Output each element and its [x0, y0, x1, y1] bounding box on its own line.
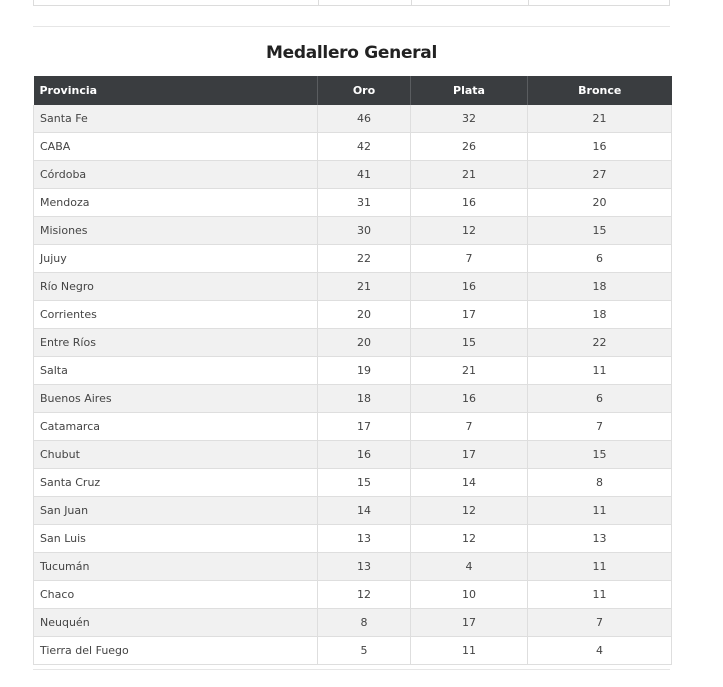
cell-plata: 21 — [411, 161, 528, 189]
table-title: Medallero General — [266, 43, 437, 63]
cell-oro: 46 — [318, 105, 411, 133]
cell-plata: 16 — [411, 273, 528, 301]
cell-provincia: Córdoba — [34, 161, 318, 189]
table-row — [34, 273, 672, 301]
cell-bronce: 15 — [528, 441, 672, 469]
table-row — [34, 469, 672, 497]
cell-bronce: 18 — [528, 301, 672, 329]
column-header-oro[interactable]: Oro — [318, 76, 411, 105]
cell-bronce: 6 — [528, 245, 672, 273]
column-header-provincia[interactable]: Provincia — [34, 76, 318, 105]
table-row — [34, 525, 672, 553]
cell-bronce: 7 — [528, 609, 672, 637]
cell-provincia: San Luis — [34, 525, 318, 553]
cell-bronce: 20 — [528, 189, 672, 217]
cell-plata: 17 — [411, 301, 528, 329]
cell-bronce: 7 — [528, 413, 672, 441]
table-row — [34, 637, 672, 665]
cell-plata: 16 — [411, 189, 528, 217]
table-row — [34, 609, 672, 637]
table-row — [34, 133, 672, 161]
cell-provincia: Chaco — [34, 581, 318, 609]
table-row — [34, 105, 672, 133]
cell-provincia: Tierra del Fuego — [34, 637, 318, 665]
table-row — [34, 329, 672, 357]
cell-oro: 41 — [318, 161, 411, 189]
table-row — [34, 553, 672, 581]
table-row — [34, 385, 672, 413]
cell-bronce: 11 — [528, 553, 672, 581]
cell-plata: 12 — [411, 217, 528, 245]
table-row — [34, 581, 672, 609]
table-row — [34, 413, 672, 441]
cell-plata: 7 — [411, 413, 528, 441]
cell-provincia: Buenos Aires — [34, 385, 318, 413]
cell-provincia: Jujuy — [34, 245, 318, 273]
cell-oro: 8 — [318, 609, 411, 637]
cell-provincia: Santa Cruz — [34, 469, 318, 497]
cell-plata: 17 — [411, 609, 528, 637]
cell-oro: 12 — [318, 581, 411, 609]
table-row — [34, 301, 672, 329]
cell-plata: 12 — [411, 525, 528, 553]
cell-bronce: 21 — [528, 105, 672, 133]
table-header — [34, 76, 672, 105]
cell-oro: 20 — [318, 329, 411, 357]
cell-provincia: Catamarca — [34, 413, 318, 441]
cell-provincia: Entre Ríos — [34, 329, 318, 357]
cell-provincia: Salta — [34, 357, 318, 385]
cell-oro: 19 — [318, 357, 411, 385]
cell-oro: 13 — [318, 553, 411, 581]
cell-plata: 17 — [411, 441, 528, 469]
medal-table — [33, 76, 672, 665]
table-row — [34, 245, 672, 273]
cell-bronce: 13 — [528, 525, 672, 553]
cell-oro: 15 — [318, 469, 411, 497]
cell-bronce: 18 — [528, 273, 672, 301]
section-divider-bottom — [33, 669, 670, 670]
table-row — [34, 497, 672, 525]
cell-provincia: Neuquén — [34, 609, 318, 637]
cell-oro: 31 — [318, 189, 411, 217]
cell-oro: 13 — [318, 525, 411, 553]
cell-provincia: Santa Fe — [34, 105, 318, 133]
table-row — [34, 357, 672, 385]
cell-bronce: 22 — [528, 329, 672, 357]
cell-oro: 42 — [318, 133, 411, 161]
cell-plata: 7 — [411, 245, 528, 273]
cell-provincia: Misiones — [34, 217, 318, 245]
cell-oro: 20 — [318, 301, 411, 329]
table-row — [34, 161, 672, 189]
cell-oro: 22 — [318, 245, 411, 273]
cell-provincia: Mendoza — [34, 189, 318, 217]
cell-bronce: 4 — [528, 637, 672, 665]
cell-plata: 15 — [411, 329, 528, 357]
table-row — [34, 441, 672, 469]
cell-bronce: 27 — [528, 161, 672, 189]
cell-provincia: Tucumán — [34, 553, 318, 581]
cell-bronce: 6 — [528, 385, 672, 413]
column-header-bronce[interactable]: Bronce — [528, 76, 672, 105]
cell-provincia: CABA — [34, 133, 318, 161]
table-row — [34, 217, 672, 245]
cell-bronce: 11 — [528, 497, 672, 525]
cell-bronce: 11 — [528, 581, 672, 609]
cell-plata: 21 — [411, 357, 528, 385]
cell-bronce: 16 — [528, 133, 672, 161]
cell-oro: 17 — [318, 413, 411, 441]
cell-oro: 5 — [318, 637, 411, 665]
cell-oro: 21 — [318, 273, 411, 301]
cell-provincia: Corrientes — [34, 301, 318, 329]
table-body — [34, 105, 672, 665]
cell-plata: 14 — [411, 469, 528, 497]
column-header-plata[interactable]: Plata — [411, 76, 528, 105]
cell-plata: 4 — [411, 553, 528, 581]
cell-oro: 16 — [318, 441, 411, 469]
cell-provincia: San Juan — [34, 497, 318, 525]
section-divider-top — [33, 26, 670, 27]
cell-provincia: Chubut — [34, 441, 318, 469]
cell-plata: 12 — [411, 497, 528, 525]
table-row — [34, 189, 672, 217]
cell-bronce: 15 — [528, 217, 672, 245]
previous-table-bottom — [33, 0, 670, 6]
cell-oro: 30 — [318, 217, 411, 245]
cell-bronce: 11 — [528, 357, 672, 385]
cell-plata: 26 — [411, 133, 528, 161]
cell-provincia: Río Negro — [34, 273, 318, 301]
cell-plata: 32 — [411, 105, 528, 133]
cell-oro: 14 — [318, 497, 411, 525]
cell-plata: 10 — [411, 581, 528, 609]
cell-oro: 18 — [318, 385, 411, 413]
cell-plata: 11 — [411, 637, 528, 665]
cell-bronce: 8 — [528, 469, 672, 497]
cell-plata: 16 — [411, 385, 528, 413]
